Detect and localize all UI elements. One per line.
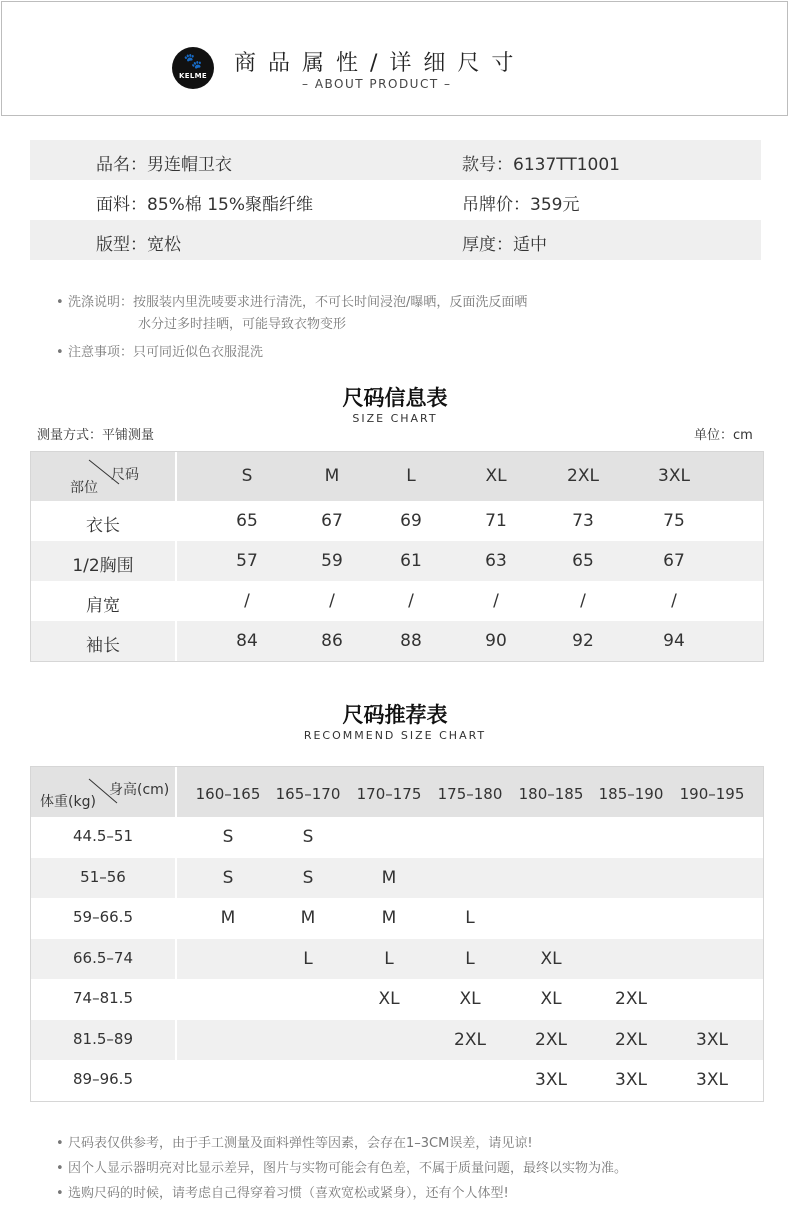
table-row [31, 898, 763, 939]
table-cell: XL [540, 989, 562, 1009]
recommend-chart-subtitle: RECOMMEND SIZE CHART [303, 729, 487, 742]
table-cell: 90 [485, 631, 507, 651]
table-cell: M [220, 908, 236, 928]
size-header: 3XL [658, 466, 690, 486]
paw-icon: 🐾 [183, 52, 203, 70]
table-cell: S [302, 867, 314, 888]
table-header-row [31, 767, 763, 817]
table-cell: XL [540, 948, 562, 969]
table-row [31, 501, 763, 541]
table-row [31, 1060, 763, 1101]
height-header: 165–170 [275, 785, 341, 803]
table-cell: 3XL [535, 1070, 567, 1090]
table-cell: 61 [400, 551, 422, 571]
table-cell: L [303, 948, 313, 969]
page-title: 商品属性/详细尺寸 [234, 51, 526, 76]
table-cell: M [381, 867, 397, 888]
size-chart-title: 尺码信息表 [342, 386, 448, 410]
table-cell: XL [378, 989, 400, 1009]
attribute-fit: 版型：宽松 [96, 235, 181, 255]
table-cell: 2XL [615, 1029, 647, 1050]
attribute-row [30, 180, 761, 220]
table-row [31, 858, 763, 899]
table-cell: S [222, 827, 234, 847]
measure-method: 测量方式：平铺测量 [37, 428, 155, 443]
corner-cell [31, 452, 175, 501]
corner-bottom-label: 体重(kg) [40, 794, 96, 810]
row-label: 74–81.5 [73, 989, 133, 1007]
attribute-name: 品名：男连帽卫衣 [96, 155, 232, 175]
attribute-price: 吊牌价：359元 [462, 195, 580, 215]
corner-cell [31, 767, 175, 817]
table-cell: S [302, 827, 314, 847]
table-row [31, 939, 763, 980]
table-cell: / [329, 591, 335, 611]
table-cell: 2XL [615, 989, 647, 1009]
size-header: S [241, 466, 253, 486]
logo-text: KELME [179, 72, 207, 80]
row-label: 66.5–74 [73, 948, 133, 967]
attribute-thickness: 厚度：适中 [462, 235, 547, 255]
table-row [31, 817, 763, 858]
table-cell: 57 [236, 551, 258, 571]
table-cell: 92 [572, 631, 594, 651]
table-cell: L [465, 948, 475, 969]
table-cell: 67 [663, 551, 685, 571]
table-cell: 2XL [454, 1029, 486, 1050]
table-cell: S [222, 867, 234, 888]
table-cell: / [493, 591, 499, 611]
size-chart-table [30, 451, 764, 662]
height-header: 175–180 [437, 785, 503, 803]
table-cell: XL [459, 989, 481, 1009]
disclaimer-item: • 选购尺码的时候，请考虑自己得穿着习惯（喜欢宽松或紧身），还有个人体型! [56, 1181, 627, 1206]
row-label: 袖长 [86, 636, 120, 656]
table-row [31, 581, 763, 621]
diagonal-line [31, 452, 175, 501]
table-cell: 65 [572, 551, 594, 571]
care-notes [56, 292, 527, 364]
size-header: M [324, 466, 340, 486]
table-cell: 69 [400, 511, 422, 531]
size-header: 2XL [567, 466, 599, 486]
attribute-row [30, 140, 761, 180]
attribute-fabric: 面料：85%棉 15%聚酯纤维 [96, 195, 313, 215]
table-cell: L [384, 948, 394, 969]
table-cell: 88 [400, 631, 422, 651]
table-cell: 86 [321, 631, 343, 651]
table-cell: 75 [663, 511, 685, 531]
table-cell: L [465, 908, 475, 928]
disclaimer-item: • 尺码表仅供参考，由于手工测量及面料弹性等因素，会存在1–3CM误差，请见谅! [56, 1131, 627, 1156]
table-cell: 3XL [615, 1070, 647, 1090]
table-cell: 3XL [696, 1029, 728, 1050]
size-header: XL [485, 466, 507, 486]
size-chart-subtitle: SIZE CHART [352, 412, 438, 425]
row-label: 44.5–51 [73, 827, 133, 845]
table-cell: 3XL [696, 1070, 728, 1090]
measure-unit: 单位：cm [694, 428, 753, 443]
size-header: L [406, 466, 416, 486]
table-cell: / [671, 591, 677, 611]
table-cell: 65 [236, 511, 258, 531]
attribute-row [30, 220, 761, 260]
table-cell: 73 [572, 511, 594, 531]
row-label: 肩宽 [86, 596, 120, 616]
row-label: 51–56 [80, 867, 126, 886]
height-header: 190–195 [679, 785, 745, 803]
table-cell: 59 [321, 551, 343, 571]
table-header-row [31, 452, 763, 501]
product-attributes [30, 140, 761, 260]
row-label: 81.5–89 [73, 1029, 133, 1048]
row-label: 89–96.5 [73, 1070, 133, 1088]
row-label: 59–66.5 [73, 908, 133, 926]
table-row [31, 621, 763, 661]
row-label: 1/2胸围 [72, 556, 134, 576]
kelme-logo [172, 47, 214, 89]
corner-bottom-label: 部位 [70, 480, 98, 496]
table-cell: 67 [321, 511, 343, 531]
corner-top-label: 身高(cm) [109, 782, 170, 798]
row-label: 衣长 [86, 516, 120, 536]
disclaimer-notes [56, 1131, 627, 1206]
attribute-style-no: 款号：6137TT1001 [462, 155, 620, 175]
height-header: 180–185 [518, 785, 584, 803]
height-header: 185–190 [598, 785, 664, 803]
height-header: 160–165 [195, 785, 261, 803]
table-cell: 63 [485, 551, 507, 571]
corner-top-label: 尺码 [111, 467, 139, 483]
table-cell: M [300, 908, 316, 928]
table-cell: 2XL [535, 1029, 567, 1050]
page-header [1, 1, 788, 116]
caution-note: • 注意事项：只可同近似色衣服混洗 [56, 342, 527, 364]
page-subtitle: – ABOUT PRODUCT – [302, 77, 452, 91]
table-cell: / [580, 591, 586, 611]
table-row [31, 1020, 763, 1061]
table-cell: 71 [485, 511, 507, 531]
wash-instructions: • 洗涤说明：按服装内里洗唛要求进行清洗，不可长时间浸泡/曝晒，反面洗反面晒 [56, 292, 527, 314]
table-cell: 84 [236, 631, 258, 651]
table-cell: 94 [663, 631, 685, 651]
table-cell: / [244, 591, 250, 611]
table-cell: / [408, 591, 414, 611]
table-cell: M [381, 908, 397, 928]
table-row [31, 541, 763, 581]
wash-instructions-continued: 水分过多时挂晒，可能导致衣物变形 [138, 317, 347, 332]
recommend-chart-title: 尺码推荐表 [342, 703, 448, 727]
recommend-chart-table [30, 766, 764, 1102]
height-header: 170–175 [356, 785, 422, 803]
disclaimer-item: • 因个人显示器明亮对比显示差异，图片与实物可能会有色差，不属于质量问题，最终以实物为准。 [56, 1156, 627, 1181]
table-row [31, 979, 763, 1020]
